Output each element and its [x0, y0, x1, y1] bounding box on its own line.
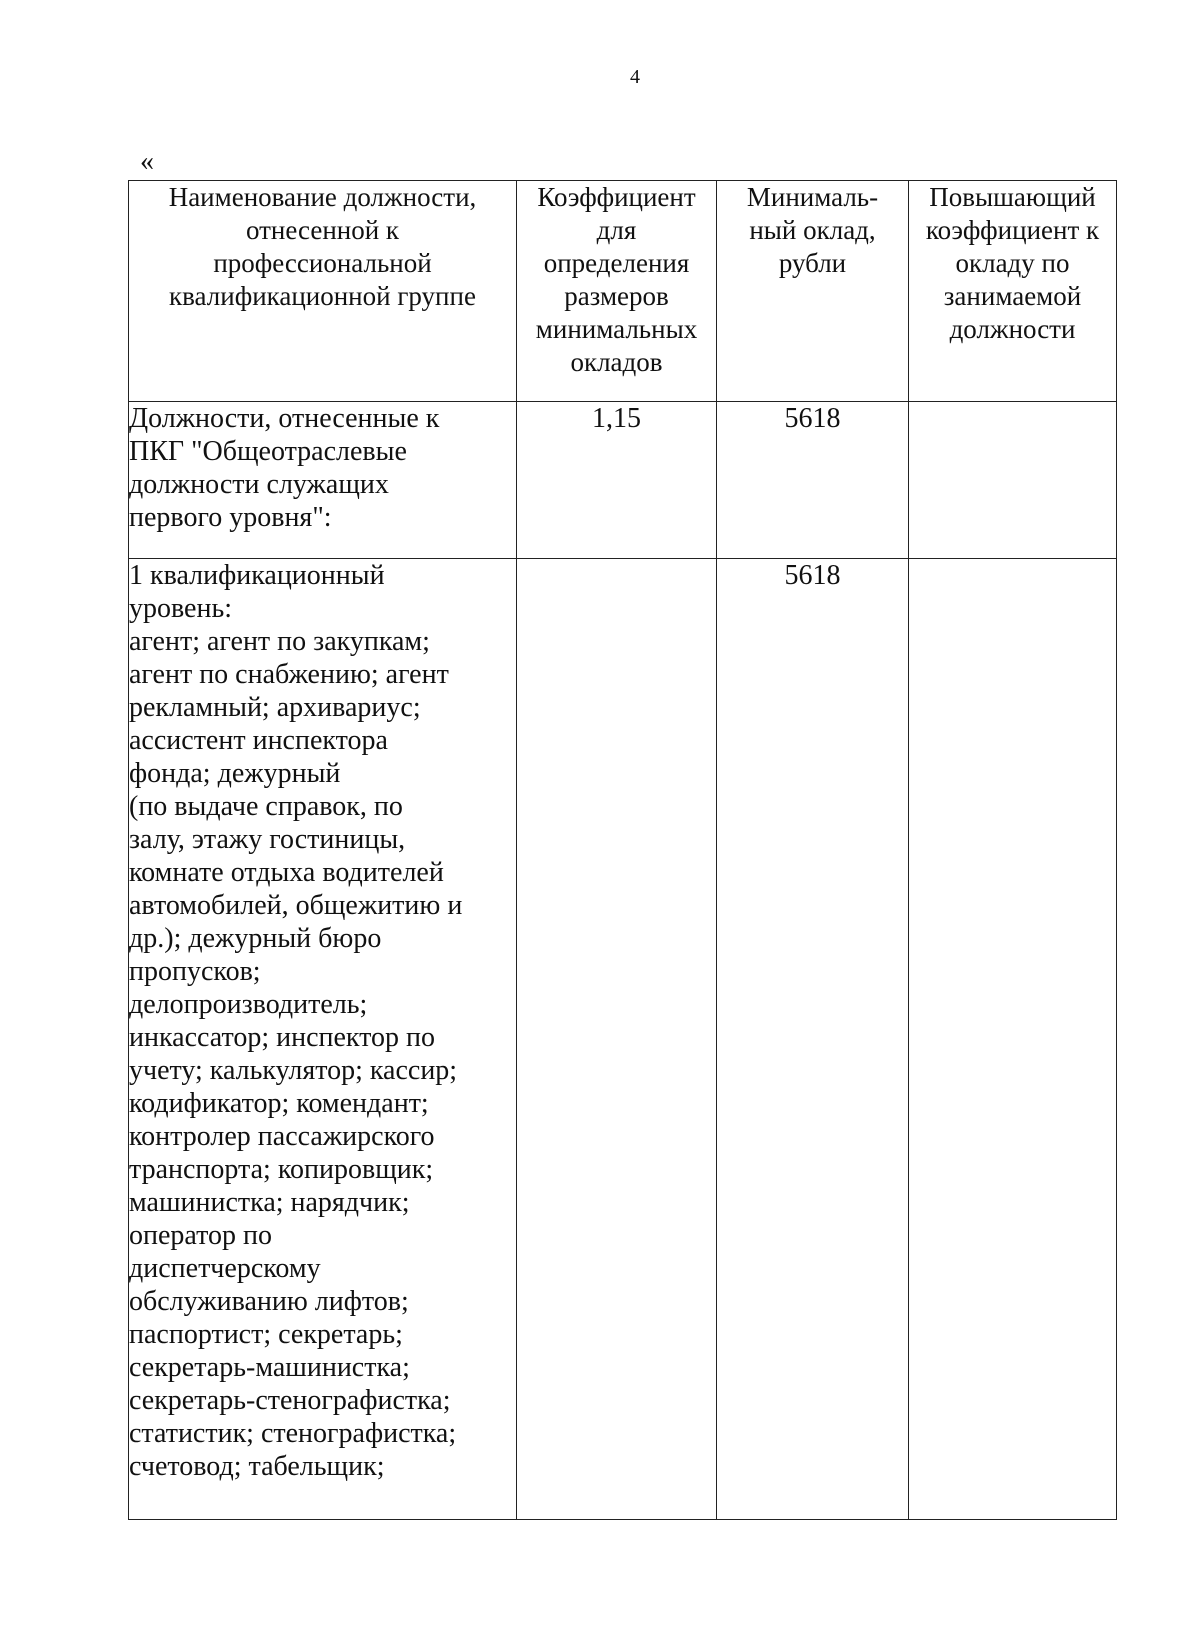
table-row [129, 559, 1117, 1520]
row-position-name: 1 квалификационный уровень: агент; агент по закупкам; агент по снабжению; агент рекламный; архивариус; ассистент инспектора фонда; дежурный (по выдаче справок, по залу, этажу гостиницы, комнате отдыха водителей автомобилей, общежитию и др.); дежурный бюро пропусков; делопроизводитель; инкассатор; инспектор по учету; калькулятор; кассир; кодификатор; комендант; контролер пассажирского транспорта; копировщик; машинистка; нарядчик; оператор по диспетчерскому обслуживанию лифтов; паспортист; секретарь; секретарь-машинистка; секретарь-стенографистка; статистик; стенографистка; счетовод; табельщик; [129, 559, 517, 1520]
row-raise-coefficient [909, 559, 1117, 1520]
opening-quote-mark: « [140, 146, 154, 177]
row-coefficient [517, 559, 717, 1520]
header-min-salary: Минималь- ный оклад, рубли [717, 181, 909, 402]
page-number: 4 [630, 66, 640, 88]
row-coefficient: 1,15 [517, 402, 717, 559]
table-row [129, 402, 1117, 559]
header-raise-coefficient: Повышающий коэффициент к окладу по занимаемой должности [909, 181, 1117, 402]
header-position-name: Наименование должности, отнесенной к профессиональной квалификационной группе [129, 181, 517, 402]
row-position-name: Должности, отнесенные к ПКГ "Общеотраслевые должности служащих первого уровня": [129, 402, 517, 559]
row-raise-coefficient [909, 402, 1117, 559]
table-header-row [129, 181, 1117, 402]
row-min-salary: 5618 [717, 559, 909, 1520]
salary-table [128, 180, 1117, 1520]
row-min-salary: 5618 [717, 402, 909, 559]
header-coefficient: Коэффициент для определения размеров минимальных окладов [517, 181, 717, 402]
